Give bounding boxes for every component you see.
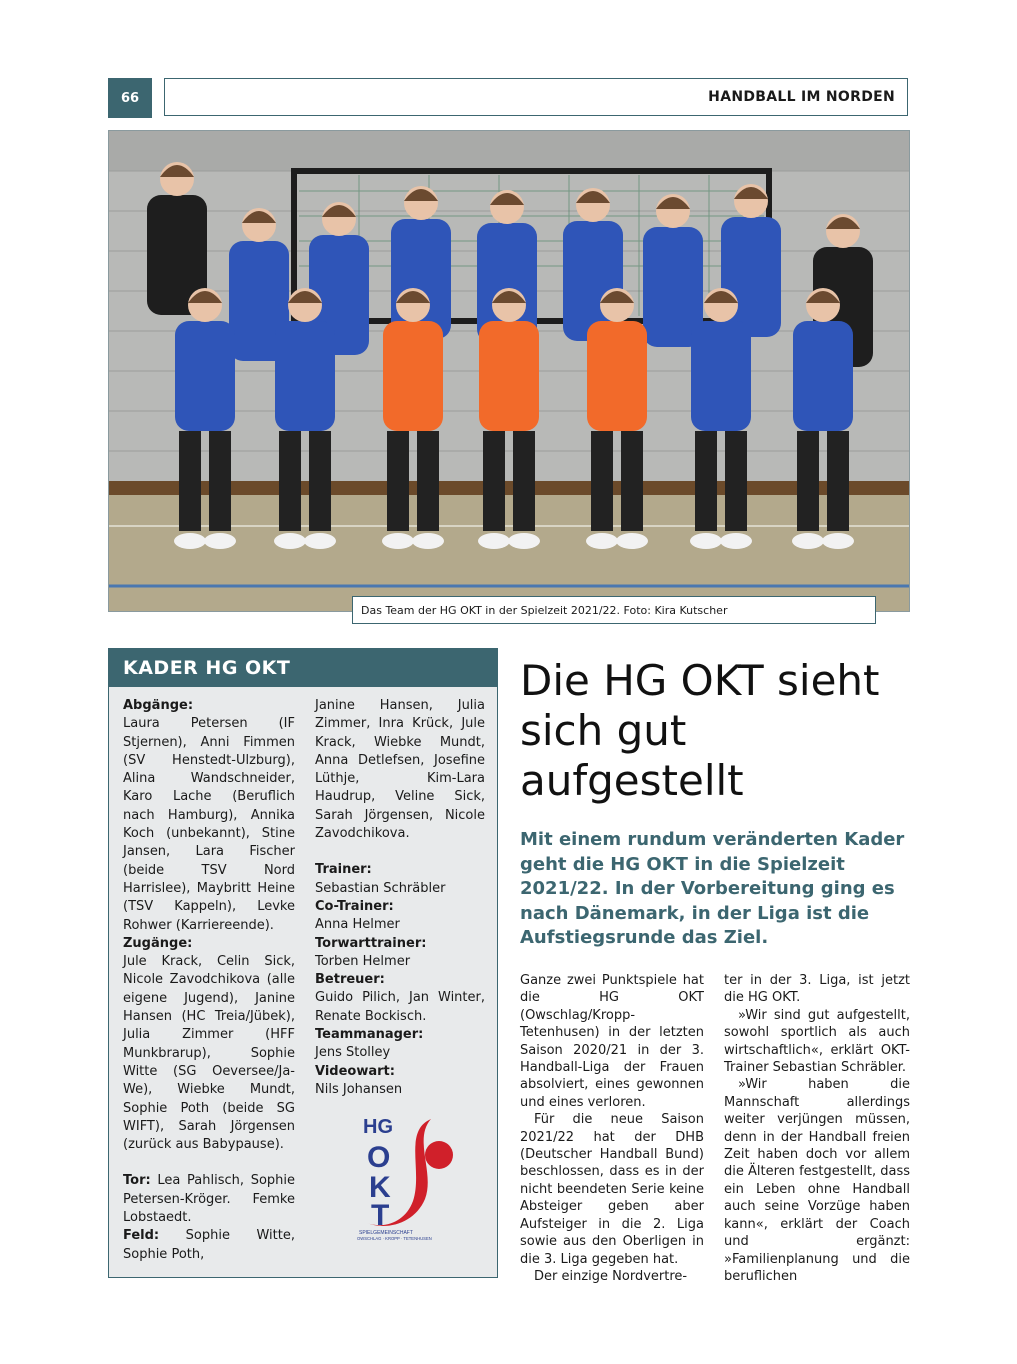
kader-column-left — [123, 697, 295, 1264]
cotrainer-name: Anna Helmer — [315, 917, 400, 933]
videowart-name: Nils Johansen — [315, 1081, 403, 1097]
page-number: 66 — [108, 78, 152, 118]
feld-label: Feld: — [123, 1228, 160, 1244]
abgaenge-text: Laura Petersen (IF Stjernen), Anni Fimmen (SV Henstedt-Ulzburg), Alina Wandschneider, Karo Lache (Beruflich nach Hamburg), Annika Koch (unbekannt), Stine Jansen, Lara Fischer (beide TSV Nord Harrislee), Maybritt Heine (TSV Kappeln), Levke Rohwer (Karriereende). — [123, 716, 295, 933]
logo-subline-1: SPIELGEMEINSCHAFT — [359, 1230, 413, 1236]
tor-text: Lea Pahlisch, Sophie Petersen-Kröger. Femke Lobstaedt. — [123, 1173, 295, 1226]
article-paragraph: »Wir haben die Mannschaft allerdings weiter verjüngen müssen, denn in der Handball freien Zeit haben doch vor allem die Älteren festgestellt, dass ein Leben ohne Handball auch seine Vorzüge haben kann«, erklärt der Coach und ergänzt: »Familienplanung und die beruflichen — [724, 1077, 910, 1284]
article-paragraph: Für die neue Saison 2021/22 hat der DHB (Deutscher Handball Bund) beschlossen, dass es in der nicht beendeten Serie keine Absteiger geben aber Aufsteiger in die 2. Liga sowie aus den Oberligen in die 3. Liga gegeben hat. — [520, 1112, 704, 1267]
betreuer-names: Guido Pilich, Jan Winter, Renate Bockisch. — [315, 990, 485, 1024]
zugaenge-text: Jule Krack, Celin Sick, Nicole Zavodchikova (alle eigene Jugend), Janine Hansen (HC Treia/Jübek), Julia Zimmer (HFF Munkbrarup), Sophie Witte (SG Oeversee/Ja-We), Wiebke Mundt, Sophie Poth (beide SG WIFT), Sarah Jörgensen (zurück aus Babypause). — [123, 954, 295, 1153]
teammanager-name: Jens Stolley — [315, 1045, 391, 1061]
kader-box — [108, 648, 498, 1278]
videowart-label: Videowart: — [315, 1063, 395, 1079]
trainer-label: Trainer: — [315, 862, 372, 878]
logo-subline-2: OWSCHLAG · KROPP · TETENHUSEN — [357, 1236, 432, 1241]
betreuer-label: Betreuer: — [315, 972, 385, 988]
article-paragraph: ter in der 3. Liga, ist jetzt die HG OKT. — [724, 973, 910, 1006]
logo-letter-o: O — [367, 1141, 391, 1174]
section-title: HANDBALL IM NORDEN — [164, 78, 908, 116]
feld-text-continued: Janine Hansen, Julia Zimmer, Inra Krück, Jule Krack, Wiebke Mundt, Anna Detlefsen, Josefine Lüthje, Kim-Lara Haudrup, Veline Sick, Sarah Jörgensen, Nicole Zavodchikova. — [315, 698, 485, 842]
teammanager-label: Teammanager: — [315, 1027, 424, 1043]
trainer-name: Sebastian Schräbler — [315, 880, 446, 896]
torwarttrainer-label: Torwarttrainer: — [315, 935, 427, 951]
article-column-1 — [520, 972, 704, 1285]
torwarttrainer-name: Torben Helmer — [315, 953, 411, 969]
logo-hg: HG — [363, 1116, 393, 1138]
photo-caption: Das Team der HG OKT in der Spielzeit 2021/22. Foto: Kira Kutscher — [352, 596, 876, 624]
kader-column-right — [315, 697, 485, 1099]
article-paragraph: »Wir sind gut aufgestellt, sowohl sportlich als auch wirtschaftlich«, erklärt OKT-Trainer Sebastian Schräbler. — [724, 1007, 910, 1076]
article-paragraph: Der einzige Nordvertre- — [534, 1268, 688, 1284]
tor-label: Tor: — [123, 1173, 151, 1189]
cotrainer-label: Co-Trainer: — [315, 898, 394, 914]
feld-text: Sophie Witte, Sophie Poth, — [123, 1228, 295, 1262]
team-photo-illustration — [109, 131, 909, 611]
logo-letter-t: T — [371, 1199, 390, 1232]
abgaenge-label: Abgänge: — [123, 698, 194, 713]
article-headline: Die HG OKT sieht sich gut aufgestellt — [520, 656, 880, 805]
team-photo — [108, 130, 910, 612]
logo-letter-k: K — [369, 1171, 391, 1204]
article-deck: Mit einem rundum veränderten Kader geht die HG OKT in die Spielzeit 2021/22. In der Vorbereitung ging es nach Dänemark, in der Liga ist die Aufstiegsrunde das Ziel. — [520, 829, 905, 948]
hg-okt-logo — [353, 1111, 463, 1241]
article-paragraph: Ganze zwei Punktspiele hat die HG OKT (Owschlag/Kropp-Tetenhusen) in der letzten Saison 2020/21 in der 3. Handball-Liga der Frauen absolviert, eines gewonnen und eines verloren. — [520, 973, 704, 1110]
kader-title: KADER HG OKT — [109, 649, 497, 687]
zugaenge-label: Zugänge: — [123, 935, 193, 951]
article-column-2 — [724, 972, 910, 1285]
